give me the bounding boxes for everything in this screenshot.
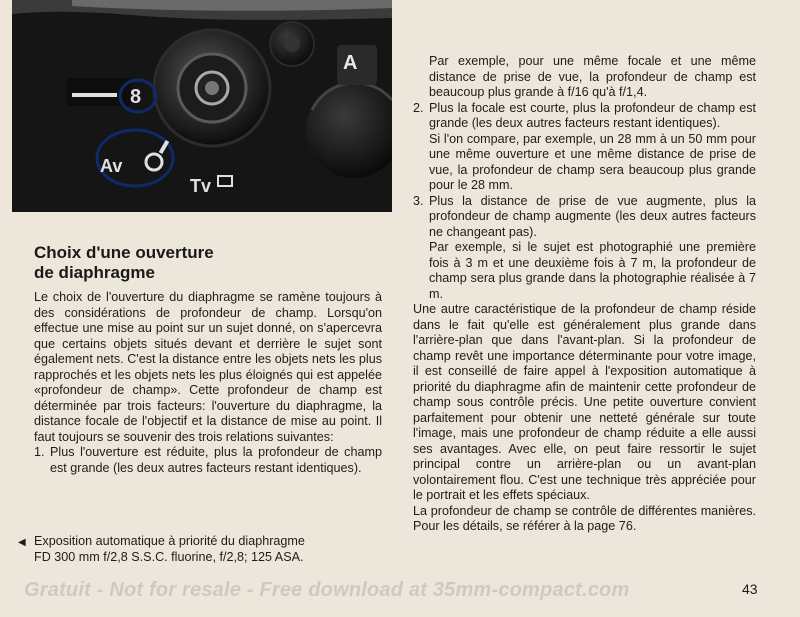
list-item-1 <box>34 445 382 476</box>
intro-paragraph: Le choix de l'ouverture du diaphragme se ramène toujours à des considérations de profondeur de champ. Lorsqu'on effectue une mise au point sur un sujet donné, on s'apercevra que certains objets situés devant et derrière le sujet sont également nets. C'est la distance entre les objets nets les plus rapprochés et les objets nets les plus éloignés qui est appelée «profondeur de champ». Cette profondeur de champ est déterminée par trois facteurs: l'ouverture du diaphragme, la distance focale de l'objectif et la distance de mise au point. Il faut toujours se souvenir des trois relations suivantes: <box>34 290 382 444</box>
caption-arrow-icon: ◀ <box>18 537 26 548</box>
item1-example: Par exemple, pour une même focale et une même distance de prise de vue, la profondeur de champ est beaucoup plus grande à f/16 qu'à f/1,4. <box>429 54 756 99</box>
left-column <box>34 290 382 476</box>
av-mode-label: Av <box>100 156 123 176</box>
item3-example: Par exemple, si le sujet est photographié une première fois à 3 m et une deuxième fois à 7 m, la profondeur de champ sera plus grande dans la photographie réalisée à 7 m. <box>429 240 756 301</box>
heading-line-1: Choix d'une ouverture <box>34 243 214 262</box>
camera-photo <box>12 0 392 212</box>
list-item-3 <box>413 194 756 241</box>
mode-a-label: A <box>343 52 358 74</box>
section-heading <box>34 243 394 283</box>
tv-mode-label: Tv <box>190 176 212 196</box>
list-item-text: Plus la distance de prise de vue augmente, plus la profondeur de champ augmente (les deux autres facteurs ne changeant pas). <box>429 193 756 239</box>
reference-paragraph: La profondeur de champ se contrôle de différentes manières. Pour les détails, se référer à la page 76. <box>413 503 756 533</box>
heading-line-2: de diaphragme <box>34 263 155 282</box>
right-column <box>413 54 756 535</box>
page-number: 43 <box>742 581 758 597</box>
list-item-text: Plus l'ouverture est réduite, plus la profondeur de champ est grande (les deux autres facteurs restant identiques). <box>50 445 382 475</box>
list-number: 1. <box>34 445 45 459</box>
caption-line-1: Exposition automatique à priorité du diaphragme <box>34 534 305 548</box>
aperture-dial-value: 8 <box>130 86 142 108</box>
depth-of-field-paragraph: Une autre caractéristique de la profondeur de champ réside dans le fait qu'elle est généralement plus grande dans l'arrière-plan que dans l'avant-plan. Si la profondeur de champ revêt une importance déterminante pour votre image, il est conseillé de faire appel à l'exposition automatique à priorité du diaphragme afin de maintenir cette profondeur de champ sous contrôle précis. Une petite ouverture convient parfaitement pour obtenir une netteté générale sur toute l'image, mais une profondeur de champ réduite a elle aussi ses avantages. Avec elle, on peut faire ressortir le sujet principal contre un arrière-plan ou un avant-plan volontairement flou. C'est une technique très appréciée pour le portrait et les effets spéciaux. <box>413 302 756 502</box>
list-number: 3. <box>413 193 424 208</box>
caption-line-2: FD 300 mm f/2,8 S.S.C. fluorine, f/2,8; 125 ASA. <box>34 549 304 564</box>
photo-caption <box>18 534 378 565</box>
list-number: 2. <box>413 100 424 115</box>
watermark-footer: Gratuit - Not for resale - Free download at 35mm-compact.com <box>24 579 630 601</box>
list-item-2 <box>413 101 756 132</box>
list-item-text: Plus la focale est courte, plus la profondeur de champ est grande (les deux autres facteurs restant identiques). <box>429 100 756 130</box>
item2-example: Si l'on compare, par exemple, un 28 mm à un 50 mm pour une même ouverture et une même distance de prise de vue, la profondeur de champ sera beaucoup plus grande pour le 28 mm. <box>429 131 756 192</box>
